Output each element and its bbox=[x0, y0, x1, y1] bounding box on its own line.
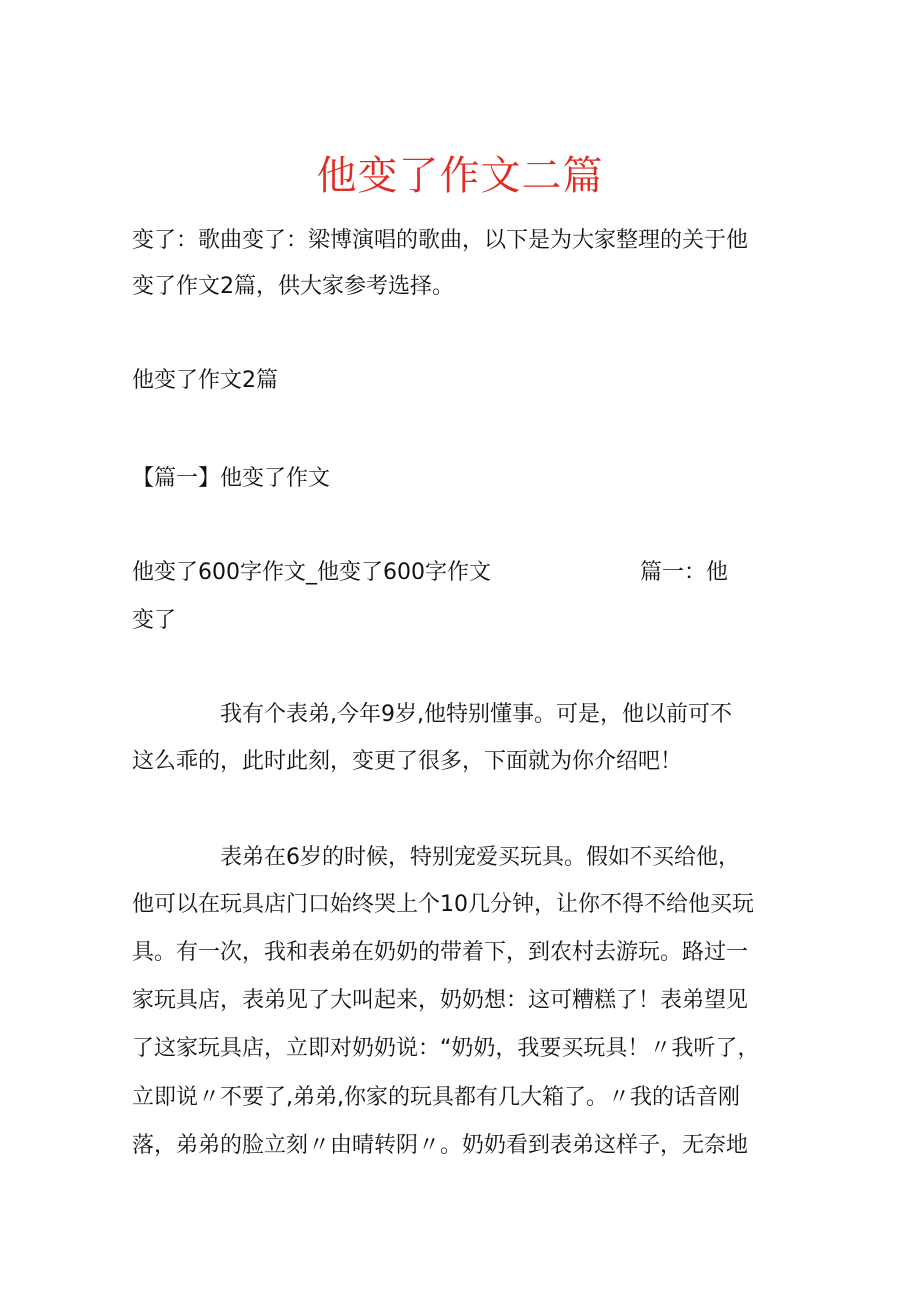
paragraph-2-line-3: 具。有一次，我和表弟在奶奶的带着下，到农村去游玩。路过一 bbox=[132, 940, 749, 965]
paragraph-2-line-2: 他可以在玩具店门口始终哭上个10几分钟，让你不得不给他买玩 bbox=[132, 892, 754, 917]
article-heading bbox=[132, 558, 792, 588]
paragraph-2-line-5: 了这家玩具店，立即对奶奶说：“奶奶，我要买玩具！〃我听了， bbox=[132, 1036, 760, 1061]
paragraph-2-line-4: 家玩具店，表弟见了大叫起来，奶奶想：这可糟糕了！表弟望见 bbox=[132, 988, 749, 1013]
intro-line-2: 变了作文2篇，供大家参考选择。 bbox=[132, 274, 454, 299]
paragraph-1-line-1: 我有个表弟,今年9岁,他特别懂事。可是，他以前可不 bbox=[132, 702, 732, 727]
document-title: 他变了作文二篇 bbox=[316, 153, 604, 199]
article-heading-right: 篇一：他 bbox=[640, 560, 729, 585]
intro-line-1: 变了：歌曲变了：梁博演唱的歌曲，以下是为大家整理的关于他 bbox=[132, 228, 749, 253]
article-heading-left: 他变了600字作文_他变了600字作文 bbox=[132, 560, 491, 585]
article-heading-cont: 变了 bbox=[132, 608, 177, 633]
paragraph-2-line-6: 立即说〃不要了,弟弟,你家的玩具都有几大箱了。〃我的话音刚 bbox=[132, 1085, 740, 1110]
section-heading: 【篇一】他变了作文 bbox=[132, 466, 331, 491]
paragraph-2-line-7: 落，弟弟的脸立刻〃由晴转阴〃。奶奶看到表弟这样子，无奈地 bbox=[132, 1133, 749, 1158]
paragraph-2-line-1: 表弟在6岁的时候，特别宠爱买玩具。假如不买给他， bbox=[132, 845, 740, 870]
subtitle: 他变了作文2篇 bbox=[132, 368, 278, 393]
paragraph-1-line-2: 这么乖的，此时此刻，变更了很多，下面就为你介绍吧！ bbox=[132, 749, 683, 774]
